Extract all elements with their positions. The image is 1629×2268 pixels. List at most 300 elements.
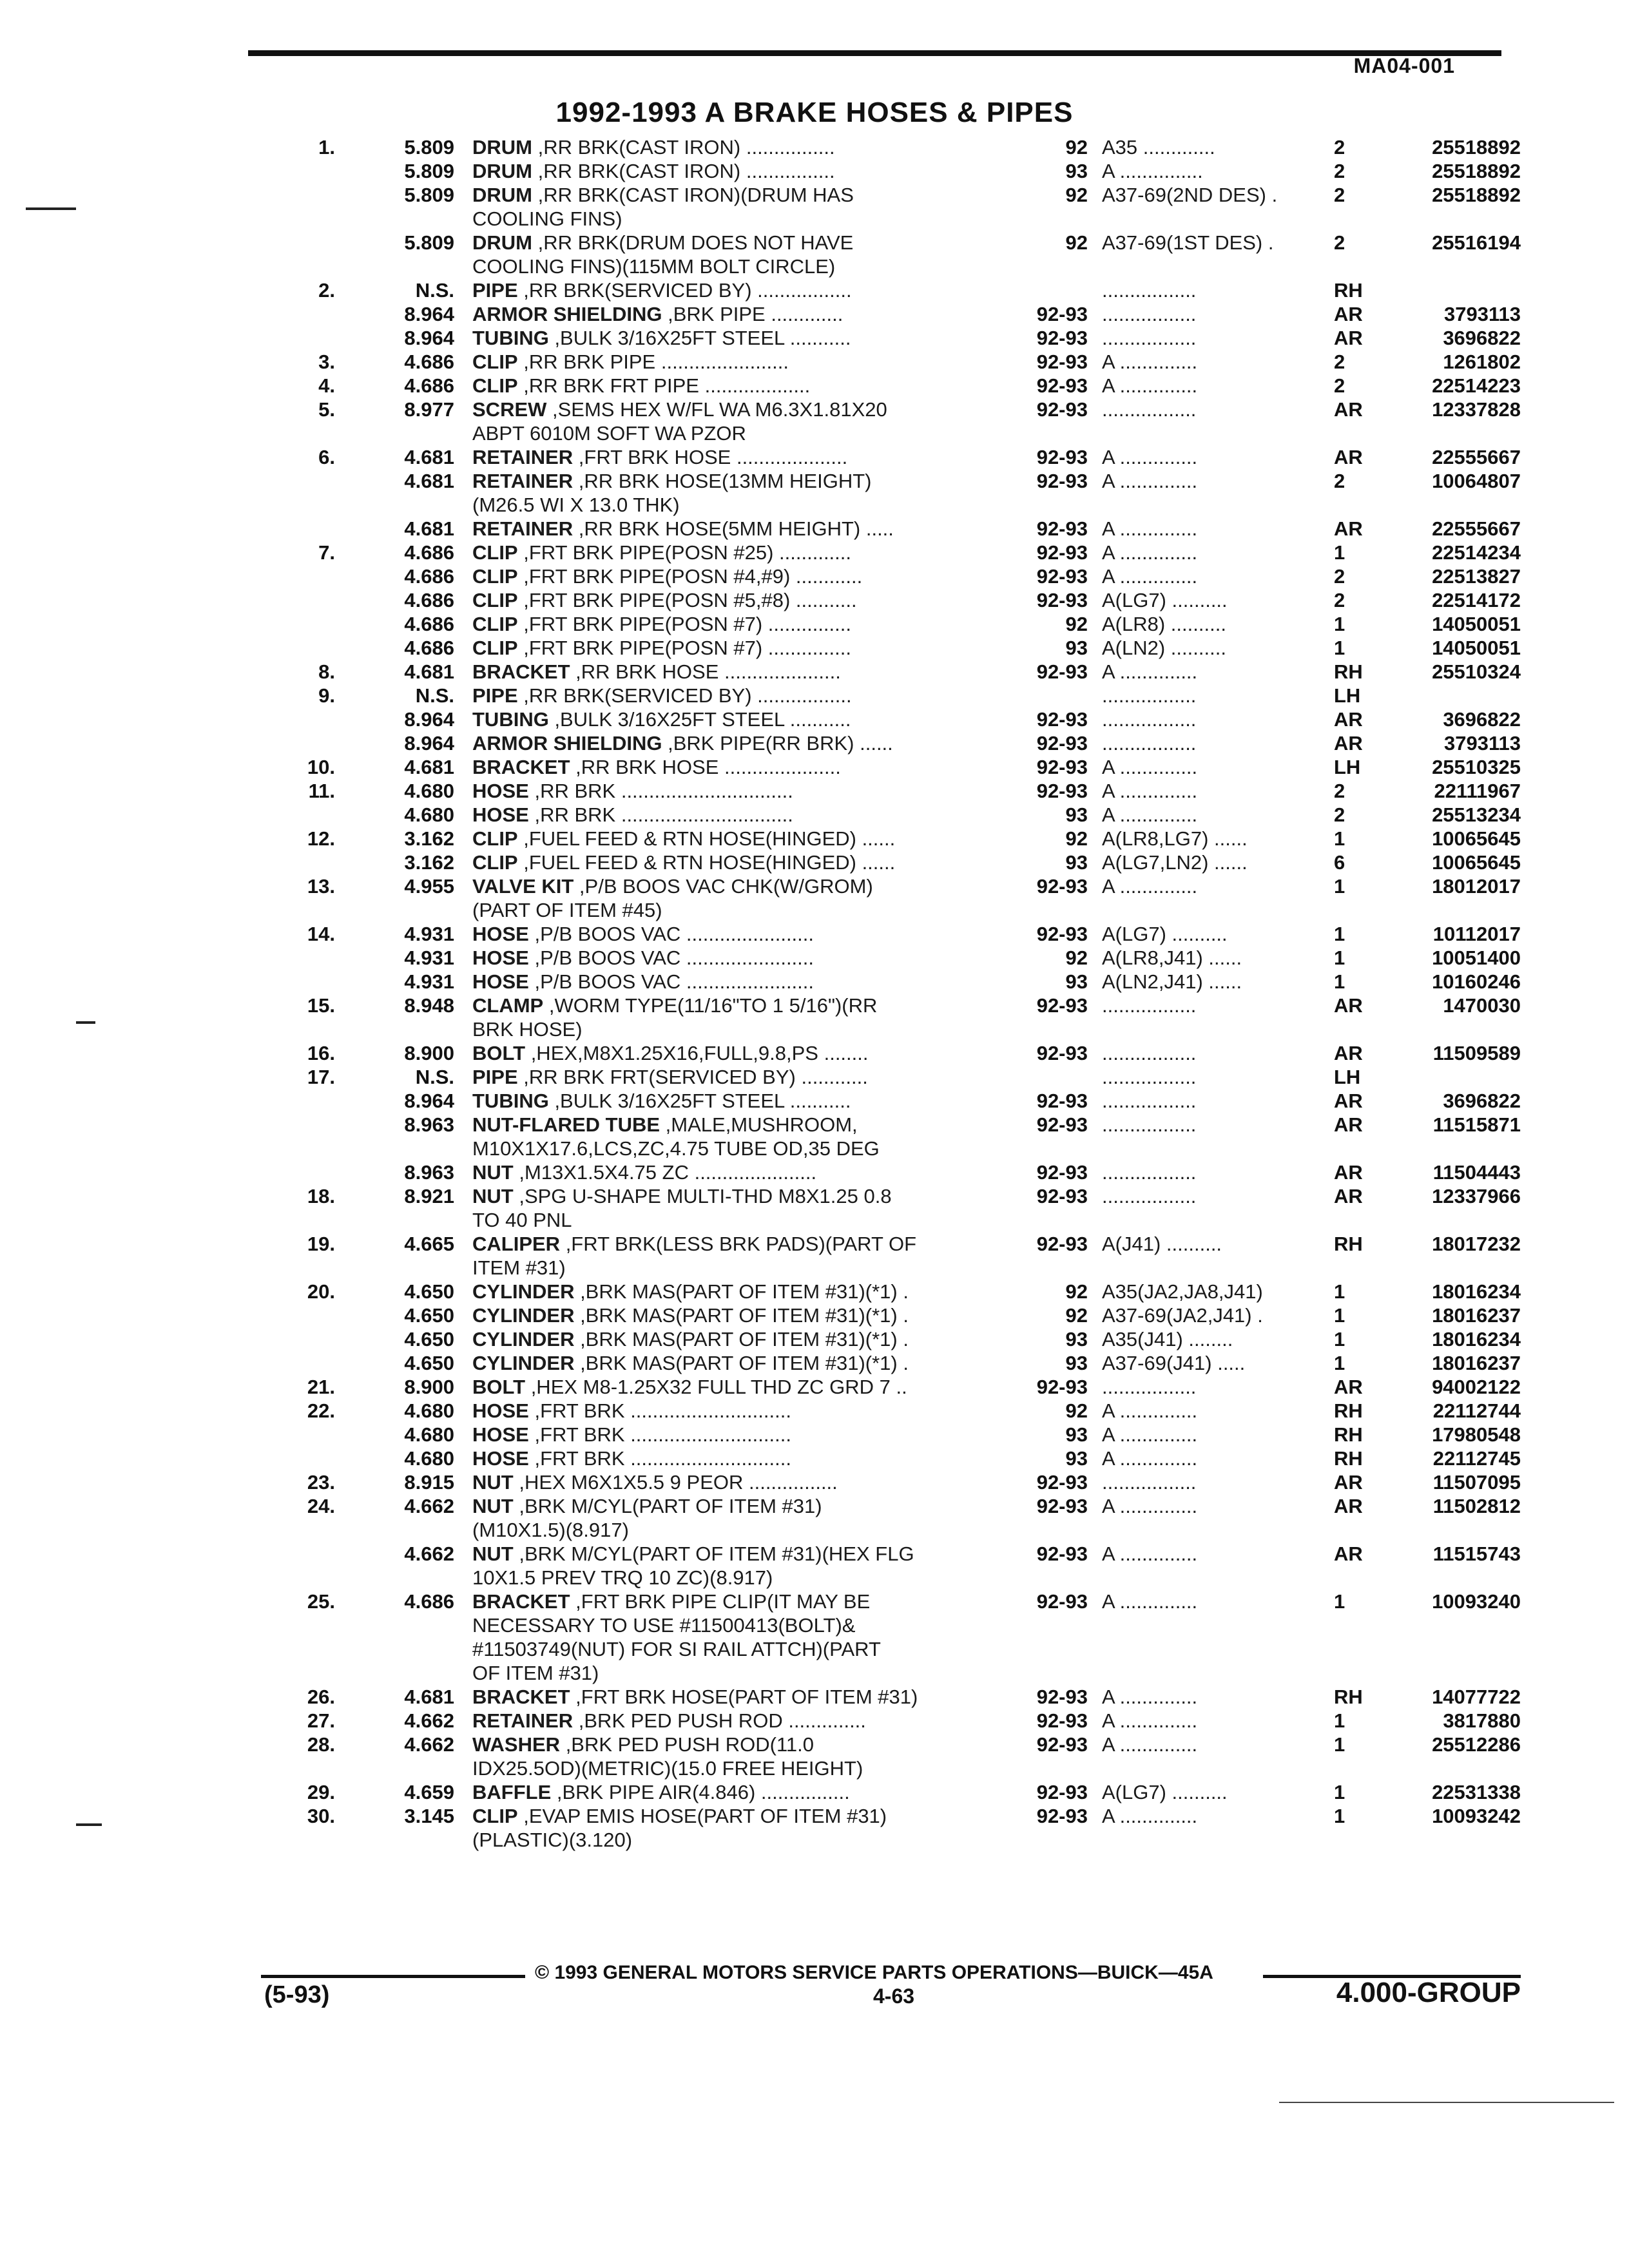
table-row <box>0 1208 1629 1232</box>
quantity: 1 <box>1334 1352 1345 1374</box>
item-number: 2. <box>318 279 335 302</box>
quantity: 1 <box>1334 1590 1345 1613</box>
table-row <box>0 731 1629 755</box>
quantity: 1 <box>1334 541 1345 564</box>
part-number: 10051400 <box>1432 947 1521 969</box>
part-detail: ,RR BRK HOSE(5MM HEIGHT) ..... <box>573 517 894 540</box>
part-description <box>472 1518 1007 1542</box>
part-detail: ,FRT BRK PIPE(POSN #7) ............... <box>517 613 851 635</box>
model-codes: ................. <box>1102 1161 1197 1184</box>
part-detail: ,RR BRK(DRUM DOES NOT HAVE <box>532 231 854 254</box>
model-codes: A(LR8) .......... <box>1102 613 1226 635</box>
part-description <box>472 1208 1007 1232</box>
group-number: 8.900 <box>404 1376 454 1398</box>
quantity: AR <box>1334 1042 1363 1064</box>
model-codes: A .............. <box>1102 756 1198 778</box>
table-row <box>0 612 1629 636</box>
part-name: WASHER <box>472 1733 561 1756</box>
part-name: TUBING <box>472 327 549 349</box>
part-name: CLIP <box>472 565 518 588</box>
table-row <box>0 421 1629 445</box>
table-row <box>0 1709 1629 1733</box>
part-description <box>472 1041 1007 1065</box>
part-detail: ,FRT BRK(LESS BRK PADS)(PART OF <box>560 1233 917 1255</box>
model-years: 92-93 <box>1036 1113 1088 1136</box>
part-detail: (M26.5 WI X 13.0 THK) <box>472 494 680 516</box>
model-codes: ................. <box>1102 1066 1197 1088</box>
model-years: 93 <box>1065 1423 1088 1446</box>
table-row <box>0 1351 1629 1375</box>
part-number: 12337828 <box>1432 398 1521 421</box>
part-detail: ,FRT BRK PIPE(POSN #4,#9) ............ <box>517 565 863 588</box>
part-name: BOLT <box>472 1042 526 1064</box>
model-codes: A .............. <box>1102 780 1198 802</box>
table-row <box>0 374 1629 398</box>
part-description <box>472 1613 1007 1637</box>
part-description <box>472 1470 1007 1494</box>
table-row <box>0 302 1629 326</box>
group-number: 4.665 <box>404 1233 454 1255</box>
item-number: 8. <box>318 660 335 683</box>
part-number: 25513234 <box>1432 803 1521 826</box>
part-description <box>472 374 1007 398</box>
quantity: AR <box>1334 1113 1363 1136</box>
model-years: 93 <box>1065 851 1088 874</box>
group-number: 8.900 <box>404 1042 454 1064</box>
table-row <box>0 159 1629 183</box>
part-number: 1261802 <box>1443 351 1521 373</box>
revision-date-code: (5-93) <box>264 1981 330 2008</box>
model-codes: A .............. <box>1102 565 1198 588</box>
part-detail: ,P/B BOOS VAC ....................... <box>528 947 815 969</box>
part-detail: ,BRK MAS(PART OF ITEM #31)(*1) . <box>574 1328 909 1350</box>
part-name: CLIP <box>472 541 518 564</box>
model-years: 92-93 <box>1036 303 1088 325</box>
part-detail: COOLING FINS)(115MM BOLT CIRCLE) <box>472 255 836 278</box>
model-codes: A .............. <box>1102 541 1198 564</box>
model-codes: A(LN2,J41) ...... <box>1102 970 1242 993</box>
quantity: AR <box>1334 327 1363 349</box>
model-years: 92-93 <box>1036 923 1088 945</box>
part-description <box>472 1256 1007 1280</box>
model-years: 92-93 <box>1036 327 1088 349</box>
item-number: 5. <box>318 398 335 421</box>
part-description <box>472 1828 1007 1852</box>
part-description <box>472 1494 1007 1518</box>
part-name: RETAINER <box>472 517 574 540</box>
table-row <box>0 660 1629 684</box>
model-years: 93 <box>1065 1328 1088 1350</box>
part-detail: ITEM #31) <box>472 1256 566 1279</box>
top-rule <box>248 50 1501 56</box>
part-number: 22112744 <box>1432 1399 1521 1422</box>
table-row <box>0 493 1629 517</box>
table-row <box>0 398 1629 421</box>
part-description <box>472 779 1007 803</box>
part-detail: ,RR BRK(CAST IRON)(DRUM HAS <box>532 184 854 206</box>
model-years: 92-93 <box>1036 1185 1088 1207</box>
model-codes: A(LG7) .......... <box>1102 589 1228 611</box>
model-codes: A .............. <box>1102 446 1198 468</box>
table-row <box>0 1661 1629 1685</box>
part-detail: #11503749(NUT) FOR SI RAIL ATTCH)(PART <box>472 1638 881 1660</box>
part-description <box>472 1327 1007 1351</box>
item-number: 20. <box>307 1280 335 1303</box>
part-name: NUT <box>472 1185 514 1207</box>
model-years: 92-93 <box>1036 994 1088 1017</box>
model-years: 92-93 <box>1036 446 1088 468</box>
group-number: 4.680 <box>404 1447 454 1470</box>
part-name: CLAMP <box>472 994 544 1017</box>
model-codes: A .............. <box>1102 875 1198 898</box>
table-row <box>0 803 1629 827</box>
group-number: 4.686 <box>404 351 454 373</box>
part-detail: (PART OF ITEM #45) <box>472 899 662 921</box>
model-years: 92-93 <box>1036 351 1088 373</box>
model-codes: ................. <box>1102 1185 1197 1207</box>
part-detail: (M10X1.5)(8.917) <box>472 1519 629 1541</box>
group-number: 8.964 <box>404 303 454 325</box>
group-number: 5.809 <box>404 160 454 182</box>
model-codes: ................. <box>1102 303 1197 325</box>
group-number: 3.162 <box>404 851 454 874</box>
margin-mark <box>76 1021 95 1024</box>
part-name: CLIP <box>472 613 518 635</box>
model-codes: A .............. <box>1102 1805 1198 1827</box>
item-number: 4. <box>318 374 335 397</box>
part-detail: ,FRT BRK ............................. <box>528 1399 791 1422</box>
part-number: 3817880 <box>1443 1709 1521 1732</box>
group-number: 4.955 <box>404 875 454 898</box>
part-description <box>472 1590 1007 1613</box>
part-detail: ,FUEL FEED & RTN HOSE(HINGED) ...... <box>517 851 896 874</box>
part-description <box>472 1184 1007 1208</box>
model-years: 92-93 <box>1036 565 1088 588</box>
table-row <box>0 1017 1629 1041</box>
part-name: DRUM <box>472 160 532 182</box>
part-name: CLIP <box>472 374 518 397</box>
model-codes: A .............. <box>1102 351 1198 373</box>
table-row <box>0 1303 1629 1327</box>
part-detail: ,P/B BOOS VAC ....................... <box>528 923 815 945</box>
part-number: 25518892 <box>1432 136 1521 159</box>
model-codes: A .............. <box>1102 1733 1198 1756</box>
part-description <box>472 994 1007 1017</box>
model-codes: A35(JA2,JA8,J41) <box>1102 1280 1263 1303</box>
model-codes: ................. <box>1102 1090 1197 1112</box>
document-code: MA04-001 <box>1353 54 1455 77</box>
part-name: HOSE <box>472 1399 529 1422</box>
part-number: 22514223 <box>1432 374 1521 397</box>
model-years: 93 <box>1065 970 1088 993</box>
part-number: 11515871 <box>1432 1113 1521 1136</box>
table-row <box>0 1423 1629 1446</box>
table-row <box>0 922 1629 946</box>
item-number: 3. <box>318 351 335 373</box>
quantity: RH <box>1334 1686 1363 1708</box>
table-row <box>0 1470 1629 1494</box>
part-number: 10065645 <box>1432 851 1521 874</box>
part-name: BRACKET <box>472 660 570 683</box>
part-name: HOSE <box>472 803 529 826</box>
part-name: HOSE <box>472 970 529 993</box>
quantity: 2 <box>1334 160 1345 182</box>
group-number: 3.162 <box>404 827 454 850</box>
part-detail: ,BRK PED PUSH ROD .............. <box>573 1709 866 1732</box>
margin-mark <box>76 1823 102 1826</box>
table-row <box>0 445 1629 469</box>
part-detail: TO 40 PNL <box>472 1209 572 1231</box>
part-number: 25518892 <box>1432 160 1521 182</box>
item-number: 9. <box>318 684 335 707</box>
part-name: BAFFLE <box>472 1781 552 1803</box>
part-name: RETAINER <box>472 446 574 468</box>
parts-list <box>0 135 1629 1852</box>
part-description <box>472 1542 1007 1566</box>
part-detail: ,BRK PIPE ............. <box>662 303 843 325</box>
part-detail: ,BULK 3/16X25FT STEEL ........... <box>548 1090 851 1112</box>
group-number: 4.681 <box>404 446 454 468</box>
part-number: 94002122 <box>1432 1376 1521 1398</box>
part-name: HOSE <box>472 1447 529 1470</box>
quantity: 2 <box>1334 470 1345 492</box>
part-description <box>472 1637 1007 1661</box>
part-description <box>472 1375 1007 1399</box>
item-number: 30. <box>307 1805 335 1827</box>
part-number: 22514172 <box>1432 589 1521 611</box>
part-description <box>472 1685 1007 1709</box>
part-name: DRUM <box>472 231 532 254</box>
model-codes: ................. <box>1102 1376 1197 1398</box>
table-row <box>0 588 1629 612</box>
part-name: CLIP <box>472 851 518 874</box>
part-detail: ,FUEL FEED & RTN HOSE(HINGED) ...... <box>517 827 896 850</box>
group-number: 4.662 <box>404 1495 454 1517</box>
model-codes: A .............. <box>1102 1399 1198 1422</box>
part-description <box>472 398 1007 421</box>
part-description <box>472 445 1007 469</box>
part-detail: ,SPG U-SHAPE MULTI-THD M8X1.25 0.8 <box>513 1185 892 1207</box>
item-number: 28. <box>307 1733 335 1756</box>
part-detail: ,P/B BOOS VAC ....................... <box>528 970 815 993</box>
part-description <box>472 1709 1007 1733</box>
part-detail: ,BRK MAS(PART OF ITEM #31)(*1) . <box>574 1352 909 1374</box>
part-number: 11504443 <box>1432 1161 1521 1184</box>
table-row <box>0 707 1629 731</box>
part-number: 14050051 <box>1432 613 1521 635</box>
model-years: 92 <box>1065 1280 1088 1303</box>
group-number: 4.650 <box>404 1352 454 1374</box>
quantity: RH <box>1334 279 1363 302</box>
group-number: 5.809 <box>404 231 454 254</box>
model-codes: ................. <box>1102 708 1197 731</box>
part-description <box>472 636 1007 660</box>
bottom-rule <box>1279 2102 1614 2103</box>
part-name: TUBING <box>472 1090 549 1112</box>
table-row <box>0 183 1629 207</box>
table-row <box>0 1780 1629 1804</box>
table-row <box>0 1828 1629 1852</box>
table-row <box>0 1733 1629 1756</box>
part-number: 18012017 <box>1432 875 1521 898</box>
model-years: 92-93 <box>1036 1233 1088 1255</box>
part-name: PIPE <box>472 1066 518 1088</box>
model-years: 92 <box>1065 1304 1088 1327</box>
page-number: 4-63 <box>873 1984 915 2008</box>
part-description <box>472 1303 1007 1327</box>
part-name: CLIP <box>472 589 518 611</box>
part-name: ARMOR SHIELDING <box>472 303 662 325</box>
table-row <box>0 1232 1629 1256</box>
item-number: 6. <box>318 446 335 468</box>
model-years: 92-93 <box>1036 1686 1088 1708</box>
table-row <box>0 1280 1629 1303</box>
group-number: 8.915 <box>404 1471 454 1494</box>
group-number: 4.650 <box>404 1304 454 1327</box>
part-description <box>472 827 1007 850</box>
group-number: 4.686 <box>404 565 454 588</box>
part-description <box>472 302 1007 326</box>
part-number: 25518892 <box>1432 184 1521 206</box>
table-row <box>0 231 1629 255</box>
part-description <box>472 350 1007 374</box>
part-detail: BRK HOSE) <box>472 1018 583 1041</box>
model-years: 92-93 <box>1036 1161 1088 1184</box>
quantity: 1 <box>1334 1280 1345 1303</box>
part-description <box>472 1733 1007 1756</box>
item-number: 14. <box>307 923 335 945</box>
item-number: 23. <box>307 1471 335 1494</box>
part-name: BRACKET <box>472 1590 570 1613</box>
quantity: 2 <box>1334 803 1345 826</box>
part-description <box>472 1566 1007 1590</box>
part-name: VALVE KIT <box>472 875 574 898</box>
item-number: 11. <box>308 780 335 802</box>
group-number: 4.931 <box>404 947 454 969</box>
table-row <box>0 827 1629 850</box>
model-years: 92-93 <box>1036 660 1088 683</box>
group-number: 8.964 <box>404 732 454 754</box>
model-codes: A(LG7) .......... <box>1102 923 1228 945</box>
model-years: 92 <box>1065 231 1088 254</box>
quantity: 1 <box>1334 1709 1345 1732</box>
item-number: 18. <box>307 1185 335 1207</box>
group-number: 4.686 <box>404 541 454 564</box>
part-detail: ,RR BRK HOSE ..................... <box>570 756 841 778</box>
part-description <box>472 1804 1007 1828</box>
model-codes: A .............. <box>1102 1709 1198 1732</box>
quantity: 1 <box>1334 1781 1345 1803</box>
part-number: 11502812 <box>1432 1495 1521 1517</box>
item-number: 26. <box>307 1686 335 1708</box>
part-number: 3696822 <box>1443 327 1521 349</box>
quantity: AR <box>1334 708 1363 731</box>
model-years: 92-93 <box>1036 541 1088 564</box>
part-name: CLIP <box>472 1805 518 1827</box>
model-years: 92-93 <box>1036 1042 1088 1064</box>
part-name: CLIP <box>472 351 518 373</box>
part-name: HOSE <box>472 780 529 802</box>
item-number: 24. <box>307 1495 335 1517</box>
quantity: 1 <box>1334 875 1345 898</box>
table-row <box>0 1804 1629 1828</box>
table-row <box>0 1113 1629 1137</box>
part-name: HOSE <box>472 1423 529 1446</box>
part-description <box>472 1137 1007 1160</box>
part-description <box>472 850 1007 874</box>
table-row <box>0 1637 1629 1661</box>
model-codes: ................. <box>1102 994 1197 1017</box>
part-name: CYLINDER <box>472 1328 575 1350</box>
model-years: 92-93 <box>1036 1090 1088 1112</box>
part-description <box>472 207 1007 231</box>
model-codes: A .............. <box>1102 1686 1198 1708</box>
model-years: 92 <box>1065 827 1088 850</box>
model-years: 92-93 <box>1036 1781 1088 1803</box>
group-number: 4.686 <box>404 589 454 611</box>
part-detail: ,FRT BRK PIPE(POSN #7) ............... <box>517 637 851 659</box>
model-codes: A .............. <box>1102 470 1198 492</box>
part-detail: IDX25.5OD)(METRIC)(15.0 FREE HEIGHT) <box>472 1757 863 1780</box>
part-description <box>472 1399 1007 1423</box>
part-detail: ,RR BRK ............................... <box>528 803 793 826</box>
part-name: CLIP <box>472 827 518 850</box>
part-number: 11507095 <box>1432 1471 1521 1494</box>
part-number: 22112745 <box>1432 1447 1521 1470</box>
model-years: 93 <box>1065 1352 1088 1374</box>
model-codes: A .............. <box>1102 1495 1198 1517</box>
model-years: 93 <box>1065 803 1088 826</box>
model-years: 92-93 <box>1036 732 1088 754</box>
part-name: TUBING <box>472 708 549 731</box>
part-description <box>472 159 1007 183</box>
part-detail: ,BRK MAS(PART OF ITEM #31)(*1) . <box>574 1304 909 1327</box>
group-number: 4.680 <box>404 780 454 802</box>
group-number: 4.659 <box>404 1781 454 1803</box>
item-number: 10. <box>307 756 335 778</box>
table-row <box>0 994 1629 1017</box>
table-row <box>0 684 1629 707</box>
part-name: CYLINDER <box>472 1280 575 1303</box>
model-codes: ................. <box>1102 1113 1197 1136</box>
part-name: BRACKET <box>472 756 570 778</box>
part-number: 18016237 <box>1432 1352 1521 1374</box>
quantity: 2 <box>1334 184 1345 206</box>
model-years: 92-93 <box>1036 398 1088 421</box>
model-codes: ................. <box>1102 327 1197 349</box>
quantity: 1 <box>1334 613 1345 635</box>
part-number: 18017232 <box>1432 1233 1521 1255</box>
group-number: 4.681 <box>404 756 454 778</box>
part-name: PIPE <box>472 684 518 707</box>
model-years: 93 <box>1065 1447 1088 1470</box>
part-description <box>472 231 1007 255</box>
quantity: AR <box>1334 1471 1363 1494</box>
model-years: 92-93 <box>1036 1709 1088 1732</box>
table-row <box>0 1613 1629 1637</box>
part-description <box>472 1780 1007 1804</box>
part-description <box>472 541 1007 564</box>
part-detail: ,HEX,M8X1.25X16,FULL,9.8,PS ........ <box>525 1042 869 1064</box>
quantity: AR <box>1334 994 1363 1017</box>
part-detail: ,RR BRK FRT(SERVICED BY) ............ <box>517 1066 868 1088</box>
model-codes: A .............. <box>1102 1542 1198 1565</box>
margin-mark <box>26 207 76 210</box>
part-name: RETAINER <box>472 1709 574 1732</box>
model-years: 92-93 <box>1036 517 1088 540</box>
model-codes: ................. <box>1102 279 1197 302</box>
quantity: 2 <box>1334 136 1345 159</box>
